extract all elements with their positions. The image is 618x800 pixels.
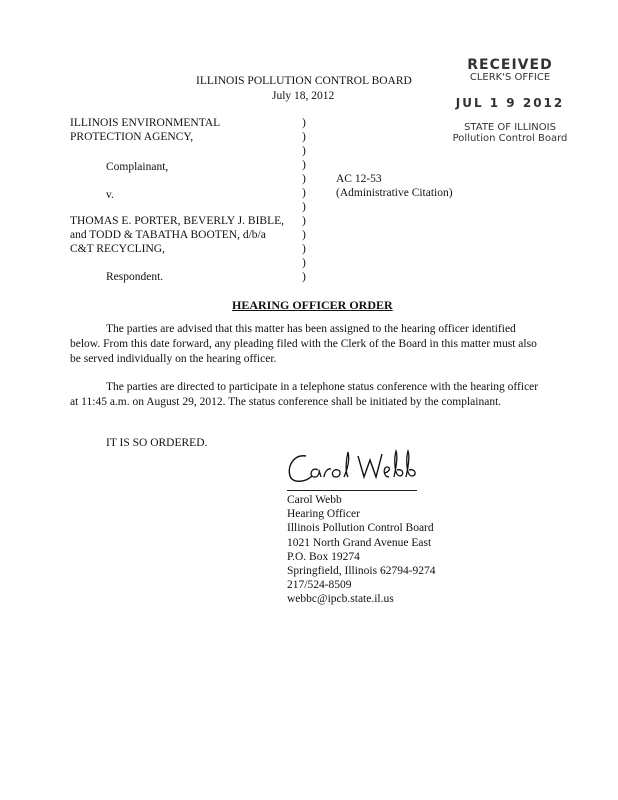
respondent-name-line-2: and TODD & TABATHA BOOTEN, d/b/a xyxy=(70,229,266,241)
order-paragraph-1 xyxy=(70,322,548,367)
header-date: July 18, 2012 xyxy=(272,90,335,102)
signer-name: Carol Webb xyxy=(287,494,342,506)
order-paragraph-1-text: The parties are advised that this matter has been assigned to the hearing officer identified below. From this date forward, any pleading filed with the Clerk of the Board in this matter must also be served individually on the hearing officer. xyxy=(70,323,537,365)
order-paragraph-2-text: The parties are directed to participate in a telephone status conference with the hearing officer at 11:45 a.m. on August 29, 2012. The status conference shall be initiated by the complainant. xyxy=(70,381,539,408)
signer-title: Hearing Officer xyxy=(287,508,360,521)
complainant-name-line-2: PROTECTION AGENCY, xyxy=(70,131,194,143)
respondent-role: Respondent. xyxy=(106,271,164,283)
caption-paren: ) xyxy=(302,243,306,255)
signer-address-2: P.O. Box 19274 xyxy=(287,550,360,563)
signer-org: Illinois Pollution Control Board xyxy=(287,522,434,535)
caption-paren: ) xyxy=(302,201,306,213)
signer-address-1: 1021 North Grand Avenue East xyxy=(287,536,432,549)
caption-paren: ) xyxy=(302,173,306,185)
case-type: (Administrative Citation) xyxy=(336,187,453,199)
handwritten-signature xyxy=(284,446,424,493)
closing-order: IT IS SO ORDERED. xyxy=(106,437,208,449)
signature-block xyxy=(287,493,436,607)
caption-paren: ) xyxy=(302,117,306,129)
respondent-name-line-1: THOMAS E. PORTER, BEVERLY J. BIBLE, xyxy=(70,215,285,227)
respondent-name-line-3: C&T RECYCLING, xyxy=(70,243,165,255)
signature-scribble-icon xyxy=(284,446,424,488)
board-name: ILLINOIS POLLUTION CONTROL BOARD xyxy=(196,75,412,87)
signer-phone: 217/524-8509 xyxy=(287,579,352,592)
received-stamp xyxy=(440,58,580,144)
order-title: HEARING OFFICER ORDER xyxy=(232,298,393,312)
case-number: AC 12-53 xyxy=(336,173,382,185)
signer-city: Springfield, Illinois 62794-9274 xyxy=(287,564,436,577)
stamp-date: JUL 1 9 2012 xyxy=(455,96,565,110)
stamp-clerks-office: CLERK'S OFFICE xyxy=(469,72,551,83)
caption-paren: ) xyxy=(302,187,306,199)
order-paragraph-2 xyxy=(70,380,548,410)
complainant-name-line-1: ILLINOIS ENVIRONMENTAL xyxy=(70,117,221,129)
signer-email[interactable]: webbc@ipcb.state.il.us xyxy=(287,593,394,606)
versus: v. xyxy=(106,189,114,201)
stamp-received: RECEIVED xyxy=(467,57,553,73)
caption-paren: ) xyxy=(302,145,306,157)
caption-paren: ) xyxy=(302,159,306,171)
caption-paren: ) xyxy=(302,215,306,227)
stamp-state: STATE OF ILLINOIS xyxy=(464,122,556,133)
signature-line xyxy=(287,490,417,491)
caption-paren: ) xyxy=(302,257,306,269)
caption-paren: ) xyxy=(302,131,306,143)
caption-paren: ) xyxy=(302,271,306,283)
complainant-role: Complainant, xyxy=(106,161,169,173)
caption-paren: ) xyxy=(302,229,306,241)
stamp-board: Pollution Control Board xyxy=(452,133,568,144)
